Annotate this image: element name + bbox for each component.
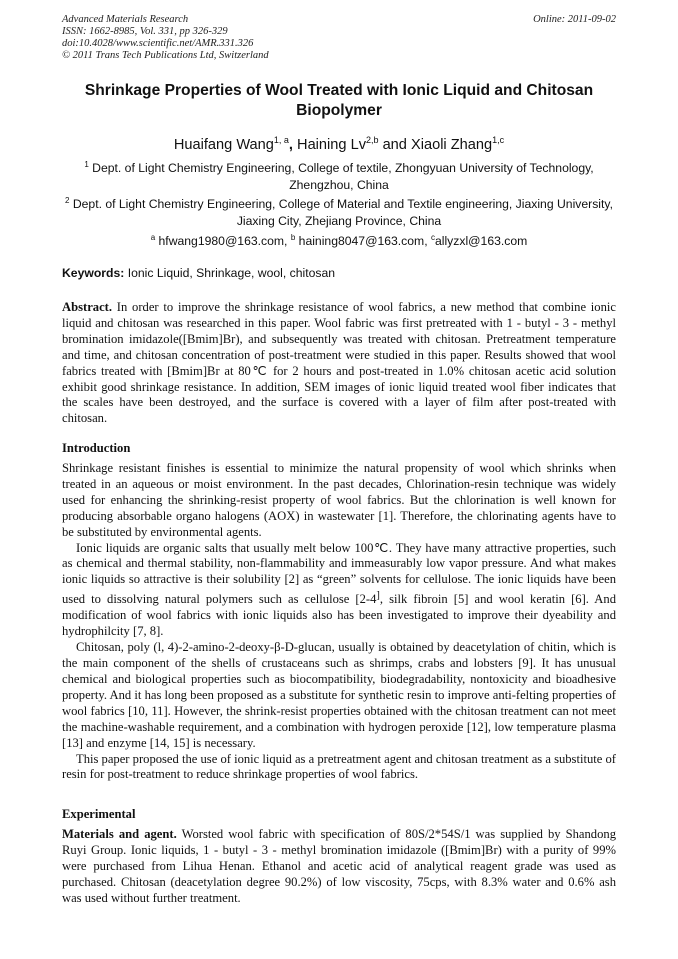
paragraph-text: , silk fibroin [5] and wool keratin [6]. And modification of wool fabrics with ionic liquids also has been investigated to improve their dyeability and hydrophilcity [7, 8]. (62, 592, 616, 639)
journal-copyright: © 2011 Trans Tech Publications Ltd, Switzerland (62, 50, 269, 61)
author-name: Huaifang Wang (173, 136, 274, 153)
paragraph: Shrinkage resistant finishes is essential to minimize the natural propensity of wool which shrinks when treated in an aqueous or moist environment. In the past decades, Chlorination-resin technique was widely used for enhancing the shrinking-resist property of wool fabrics. But the chlorination is well known for producing absorbable organo halogens (AOX) in wastewater [1]. Therefore, the chlorinating agents have to be substituted by environmental agents. (62, 461, 616, 539)
affiliation-text: Dept. of Light Chemistry Engineering, College of textile, Zhongyuan University of Technology, Zhengzhou, China (88, 161, 594, 193)
author-name: Xiaoli Zhang (410, 136, 493, 153)
author-list (62, 130, 616, 155)
affiliation-text: Dept. of Light Chemistry Engineering, College of Material and Textile engineering, Jiaxing University, Jiaxing City, Zhejiang Province, China (69, 197, 613, 229)
keywords-text: Ionic Liquid, Shrinkage, wool, chitosan (124, 266, 336, 280)
abstract-text: In order to improve the shrinkage resistance of wool fabrics, a new method that combine ionic liquid and chitosan was researched in this paper. Wool fabric was first pretreated with 1 - butyl - 3 - methyl bromination imidazole([Bmim]Br), and subsequently was treated with chitosan. Pretreatment temperature and time, and chitosan concentration of post-treatment were studied in this paper. Results showed that wool fabrics treated with [Bmim]Br at 80℃ for 2 hours and post-treated in 1.0% chitosan acetic acid solution exhibit good shrinkage resistance. In addition, SEM images of ionic liquid treated wool fiber indicates that the scales have been destroyed, and the surface is covered with a layer of film after post-treated with chitosan. (62, 300, 616, 426)
keywords (62, 265, 616, 281)
introduction-section (62, 461, 616, 783)
email-address[interactable]: haining8047@163.com, (295, 234, 431, 249)
abstract-label: Abstract. (62, 300, 113, 314)
paragraph (62, 541, 616, 641)
abstract (62, 300, 616, 427)
paragraph-text: Worsted wool fabric with specification of 80S/2*54S/1 was supplied by Shandong Ruyi Group. Ionic liquids, 1 - butyl - 3 - methyl bromination imidazole ([Bmim]Br) with a purity of 99% were purchased from Lihua Henan. Ethanol and acetic acid of analytical reagent grade was used as purchased. Chitosan (deacetylation degree 90.2%) of low viscosity, 75cps, with 8.3% water and 0.6% ash was used without further treatment. (62, 827, 616, 905)
email-marker: b (290, 233, 296, 242)
author-separator: , (288, 136, 298, 153)
paragraph: This paper proposed the use of ionic liquid as a pretreatment agent and chitosan treatment as a substitute of resin for post-treatment to reduce shrinkage properties of wool fabrics. (62, 751, 616, 782)
author-name: Haining Lv (297, 136, 366, 153)
online-date: Online: 2011-09-02 (533, 14, 616, 25)
affiliation-marker: 1 (84, 160, 89, 169)
author-affil-sup: 1,c (492, 135, 505, 145)
journal-doi[interactable]: doi:10.4028/www.scientific.net/AMR.331.326 (62, 38, 254, 49)
keywords-label: Keywords: (62, 266, 125, 280)
experimental-section (62, 827, 616, 907)
paragraph: Chitosan, poly (l, 4)-2-amino-2-deoxy-β-D-glucan, usually is obtained by deacetylation of chitin, which is the main component of the shells of crustaceans such as shrimps, crabs and lobsters [9]. It has unusual chemical and biological properties such as biocompatibility, biodegradability, nontoxicity and bioadhesive property. And it has long been proposed as a substitute for synthetic resin to improve anti-felting properties of wool fabrics [10, 11]. However, the shrink-resist properties obtained with the chitosan treatment can not meet the machine-washable requirement, and a combination with hydrogen peroxide [12], low temperature plasma [13] and enzyme [14, 15] is necessary. (62, 640, 616, 750)
email-marker: a (150, 233, 156, 242)
journal-header (62, 14, 616, 62)
journal-name: Advanced Materials Research (62, 14, 189, 25)
author-separator: and (378, 136, 411, 153)
email-marker: c (430, 233, 435, 242)
email-list (62, 229, 616, 250)
journal-issn: ISSN: 1662-8985, Vol. 331, pp 326-329 (62, 26, 228, 37)
subsection-label: Materials and agent. (62, 827, 177, 841)
email-address[interactable]: hfwang1980@163.com, (155, 234, 291, 249)
author-affil-sup: 2,b (366, 135, 379, 145)
paragraph-text: Ionic liquids are organic salts that usually melt below 100℃. They have many attractive properties, such as chemical and thermal stability, non-flammability and immeasurably low vapor pressure. And what makes ionic liquids so attractive is their solubility [2] as “green” solvents for cellulose. The ionic liquids have been used to dissolving natural polymers such as cellulose [2-4 (62, 540, 616, 607)
paper-title: Shrinkage Properties of Wool Treated with Ionic Liquid and Chitosan Biopolymer (84, 82, 594, 119)
experimental-heading: Experimental (62, 807, 136, 821)
citation-bracket: ] (376, 590, 380, 602)
introduction-heading: Introduction (62, 441, 131, 455)
author-affil-sup: 1, a (273, 135, 289, 145)
affiliation-1 (62, 156, 616, 194)
affiliation-2 (62, 192, 616, 230)
email-address[interactable]: allyzxl@163.com (434, 234, 528, 249)
affiliation-marker: 2 (65, 196, 70, 205)
